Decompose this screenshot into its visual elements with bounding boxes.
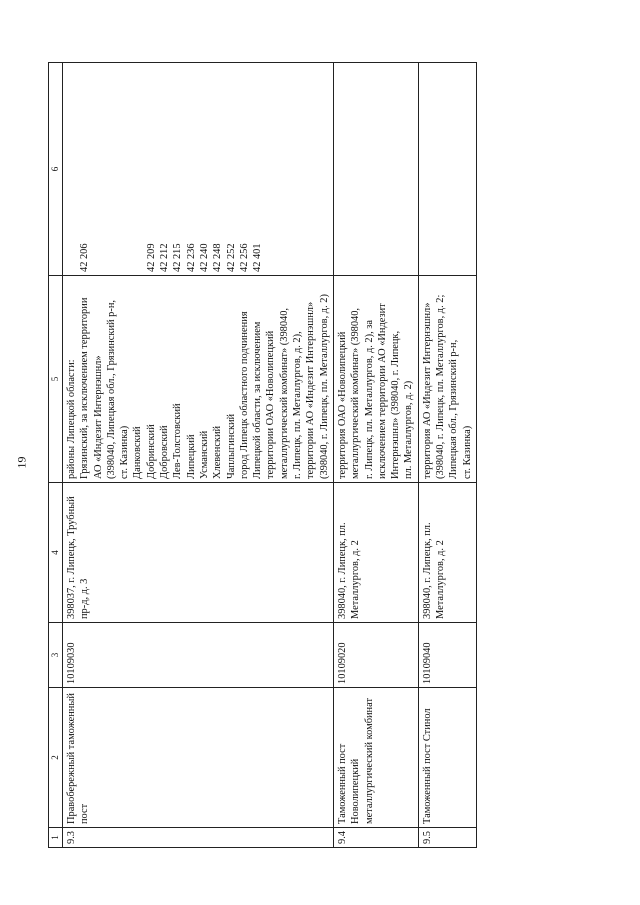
region-line: исключением территории АО «Индезит: [376, 303, 388, 479]
post-code: 10109020: [333, 623, 418, 688]
post-name: Таможенный пост Стинол: [418, 688, 476, 828]
row-number: 9.5: [418, 828, 476, 848]
post-code: 10109040: [418, 623, 476, 688]
post-name: Правобережный таможенный пост: [63, 688, 334, 828]
region-line: ст. Казинка): [119, 425, 131, 479]
post-code: 10109030: [63, 623, 334, 688]
okato-code: 42 240: [198, 243, 210, 272]
region-line: Грязинский, за исключением территории: [79, 297, 91, 479]
okato-code: 42 209: [145, 243, 157, 272]
region-line: Данковский: [132, 426, 144, 479]
region-line: Липецкий: [185, 434, 197, 479]
region-line: Чаплыгинский: [225, 413, 237, 479]
region-line: АО «Индезит Интернэшнл»: [92, 355, 104, 479]
row-number: 9.3: [63, 828, 334, 848]
region-line: территория АО «Индезит Интернэшнл»: [421, 302, 433, 479]
table-row: [333, 63, 418, 848]
header-col-2: 2: [49, 688, 63, 828]
header-col-4: 4: [49, 483, 63, 623]
header-col-1: 1: [49, 828, 63, 848]
region-line: территории АО «Индезит Интернэшнл»: [305, 301, 317, 479]
region-line: г. Липецк, пл. Металлургов, д. 2),: [292, 331, 304, 479]
region-line: Усманский: [198, 430, 210, 479]
region-line: Липецкая обл., Грязинский р-н,: [448, 339, 460, 479]
region-line: г. Липецк, пл. Металлургов, д. 2), за: [363, 319, 375, 479]
okato-code: 42 212: [159, 243, 171, 272]
post-address: 398040, г. Липецк, пл. Металлургов, д. 2: [333, 483, 418, 623]
region-line: металлургический комбинат» (398040,: [350, 307, 362, 479]
post-address: 398037, г. Липецк, Трубный пр-д, д. 3: [63, 483, 334, 623]
okato-code: 42 236: [185, 243, 197, 272]
region-line: Добровский: [159, 425, 171, 479]
okato-code: 42 401: [252, 243, 264, 272]
okato-code: 42 215: [172, 243, 184, 272]
region-line: ст. Казинка): [461, 425, 473, 479]
okato-codes-cell: [63, 63, 334, 276]
region-line: пл. Металлургов, д. 2): [403, 380, 415, 479]
region-line: (398040, г. Липецк, пл. Металлургов, д. 2): [318, 294, 330, 479]
okato-codes-cell: [418, 63, 476, 276]
header-col-3: 3: [49, 623, 63, 688]
region-line: (398040, Липецкая обл., Грязинский р-н,: [105, 300, 117, 479]
okato-code: 42 256: [238, 243, 250, 272]
region-line: Хлевенский: [212, 425, 224, 479]
rotated-page: [48, 63, 593, 848]
table-row: [418, 63, 476, 848]
table-header-row: [49, 63, 63, 848]
region-line: (398040, г. Липецк, пл. Металлургов, д. 2;: [435, 294, 447, 479]
region-cell: [63, 276, 334, 483]
page-number: 19: [14, 456, 29, 469]
region-line: металлургический комбинат» (398040,: [278, 307, 290, 479]
region-cell: [418, 276, 476, 483]
region-line: Липецкой области, за исключением: [252, 321, 264, 479]
region-line: город Липецк областного подчинения: [238, 311, 250, 479]
okato-code: 42 206: [79, 243, 91, 272]
row-number: 9.4: [333, 828, 418, 848]
customs-posts-table: [48, 62, 477, 848]
region-line: Интернэшнл» (398040, г. Липецк,: [390, 330, 402, 479]
region-line: Добринский: [145, 424, 157, 479]
region-line: Лев-Толстовский: [172, 403, 184, 479]
okato-codes-cell: [333, 63, 418, 276]
region-line: районы Липецкой области:: [66, 359, 77, 479]
okato-code: 42 252: [225, 243, 237, 272]
table-row: [63, 63, 334, 848]
post-address: 398040, г. Липецк, пл. Металлургов, д. 2: [418, 483, 476, 623]
header-col-6: 6: [49, 63, 63, 276]
region-cell: [333, 276, 418, 483]
region-line: территория ОАО «Новолипецкий: [336, 331, 348, 479]
table-body: [63, 63, 477, 848]
okato-code: 42 248: [212, 243, 224, 272]
post-name: Таможенный пост Новолипецкий металлургический комбинат: [333, 688, 418, 828]
header-col-5: 5: [49, 276, 63, 483]
region-line: территории ОАО «Новолипецкий: [265, 330, 277, 479]
